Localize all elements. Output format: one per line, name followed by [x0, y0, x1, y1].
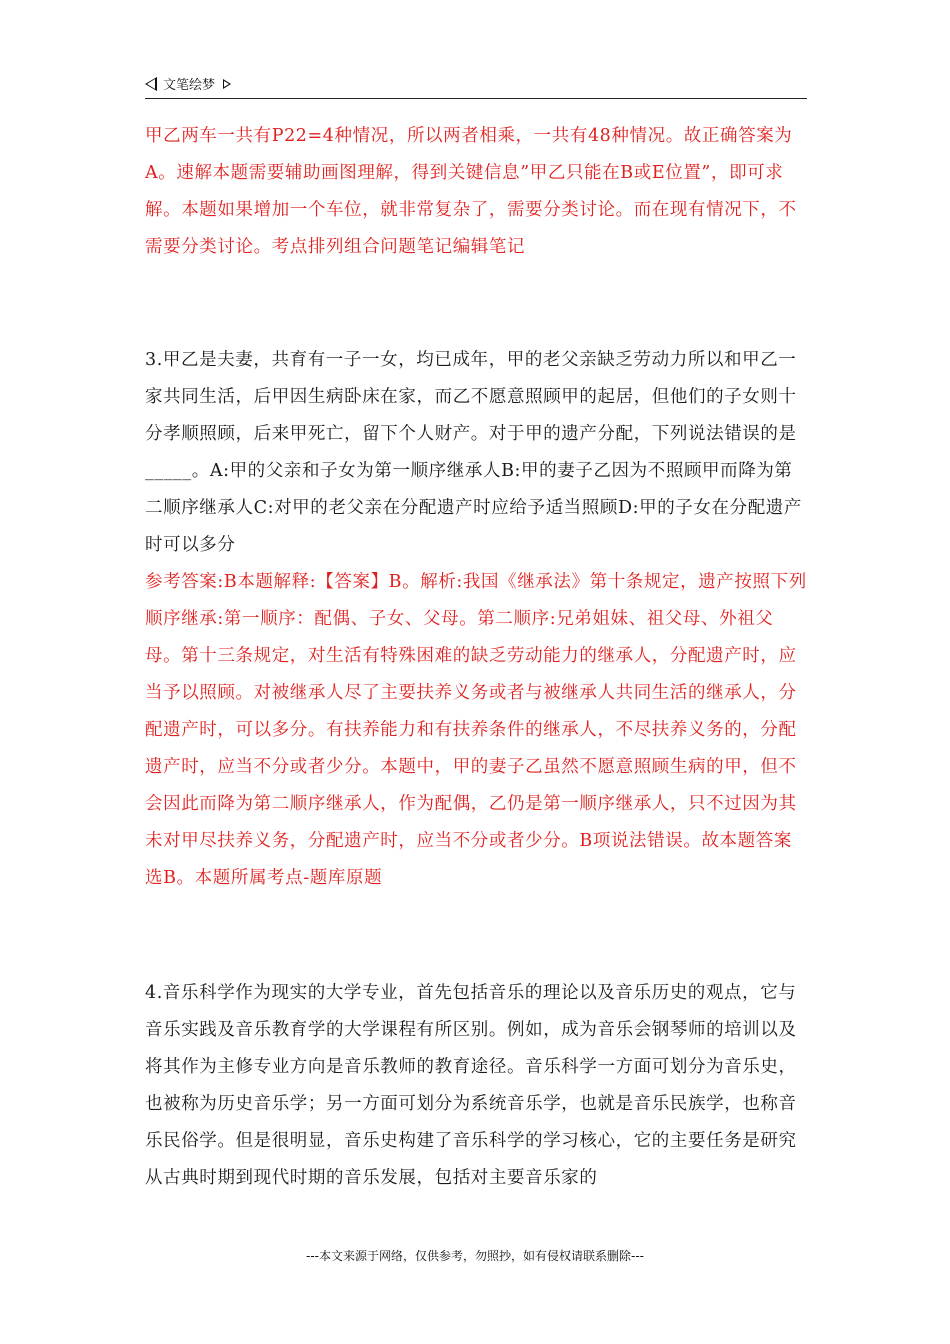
footer-notice: ---本文来源于网络，仅供参考，勿照抄，如有侵权请联系删除--- — [306, 1249, 644, 1263]
question-4 — [145, 975, 807, 1197]
question-text: 3.甲乙是夫妻，共育有一子一女，均已成年，甲的老父亲缺乏劳动力所以和甲乙一家共同生活，后甲因生病卧床在家，而乙不愿意照顾甲的起居，但他们的子女则十分孝顺照顾，后来甲死亡，留下个人财产。对于甲的遗产分配，下列说法错误的是_____。A:甲的父亲和子女为第一顺序继承人B:甲的妻子乙因为不照顾甲而降为第二顺序继承人C:对甲的老父亲在分配遗产时应给予适当照顾D:甲的子女在分配遗产时可以多分 — [145, 350, 803, 555]
answer-continuation — [145, 118, 807, 266]
brand — [145, 74, 231, 93]
answer-text: 甲乙两车一共有P22=4种情况，所以两者相乘，一共有48种情况。故正确答案为A。速解本题需要辅助画图理解，得到关键信息”甲乙只能在B或E位置”，即可求解。本题如果增加一个车位，就非常复杂了，需要分类讨论。而在现有情况下，不需要分类讨论。考点排列组合问题笔记编辑笔记 — [145, 126, 797, 257]
question-3 — [145, 342, 807, 897]
page-header — [145, 74, 807, 99]
brand-name: 文笔绘梦 — [163, 78, 216, 93]
triangle-left-icon — [145, 77, 157, 91]
question-text: 4.音乐科学作为现实的大学专业，首先包括音乐的理论以及音乐历史的观点，它与音乐实践及音乐教育学的大学课程有所区别。例如，成为音乐会钢琴师的培训以及将其作为主修专业方向是音乐教师的教育途径。音乐科学一方面可划分为音乐史，也被称为历史音乐学；另一方面可划分为系统音乐学，也就是音乐民族学，也称音乐民俗学。但是很明显，音乐史构建了音乐科学的学习核心，它的主要任务是研究从古典时期到现代时期的音乐发展，包括对主要音乐家的 — [145, 983, 797, 1188]
answer-text: 参考答案:B本题解释:【答案】B。解析:我国《继承法》第十条规定，遗产按照下列顺序继承:第一顺序：配偶、子女、父母。第二顺序:兄弟姐妹、祖父母、外祖父母。第十三条规定，对生活有特殊困难的缺乏劳动能力的继承人，分配遗产时，应当予以照顾。对被继承人尽了主要扶养义务或者与被继承人共同生活的继承人，分配遗产时，可以多分。有扶养能力和有扶养条件的继承人，不尽扶养义务的，分配遗产时，应当不分或者少分。本题中，甲的妻子乙虽然不愿意照顾生病的甲，但不会因此而降为第二顺序继承人，作为配偶，乙仍是第一顺序继承人，只不过因为其未对甲尽扶养义务，分配遗产时，应当不分或者少分。B项说法错误。故本题答案选B。本题所属考点-题库原题 — [145, 572, 807, 888]
triangle-right-icon — [223, 79, 231, 89]
